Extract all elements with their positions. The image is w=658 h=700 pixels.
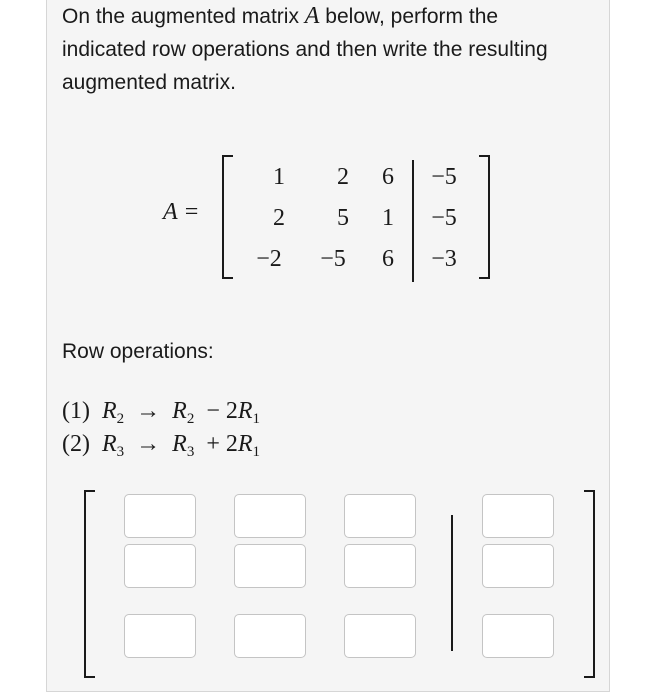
arrow-icon: → xyxy=(136,431,161,457)
matrix-cell: 1 xyxy=(382,205,394,231)
answer-input-r3c4[interactable] xyxy=(482,614,554,658)
op-number: (2) xyxy=(62,431,90,457)
op-source: R xyxy=(237,431,253,457)
matrix-cell: 2 xyxy=(273,205,285,231)
matrix-label-text: A = xyxy=(163,199,200,225)
op-lhs-sub: 2 xyxy=(186,411,195,427)
op-target-sub: 2 xyxy=(116,411,125,427)
op-lhs-sub: 3 xyxy=(186,444,195,460)
answer-input-r1c1[interactable] xyxy=(124,494,196,538)
matrix-cell: 2 xyxy=(337,164,349,190)
row-operation-1 xyxy=(62,398,260,425)
matrix-cell: −3 xyxy=(431,246,457,272)
matrix-cell: −5 xyxy=(431,205,457,231)
answer-input-r2c2[interactable] xyxy=(234,544,306,588)
arrow-icon: → xyxy=(136,398,161,424)
answer-input-r1c3[interactable] xyxy=(344,494,416,538)
op-sign: + xyxy=(206,431,220,457)
answer-input-r3c2[interactable] xyxy=(234,614,306,658)
answer-input-r3c1[interactable] xyxy=(124,614,196,658)
row-operation-2 xyxy=(62,431,260,458)
instructions-part1: On the augmented matrix xyxy=(62,5,305,28)
op-coefficient: 2 xyxy=(225,398,238,424)
op-sign: − xyxy=(206,398,220,424)
op-source: R xyxy=(237,398,253,424)
matrix-cell: 6 xyxy=(382,164,394,190)
op-source-sub: 1 xyxy=(252,411,261,427)
answer-right-bracket xyxy=(584,490,595,678)
instructions-part2: below, perform the indicated row operations and then write the resulting augmented matrix. xyxy=(62,5,548,94)
answer-input-r1c4[interactable] xyxy=(482,494,554,538)
right-bracket xyxy=(479,155,490,279)
matrix-cell: 5 xyxy=(337,205,349,231)
answer-augmented-divider xyxy=(451,515,453,651)
answer-left-bracket xyxy=(84,490,95,678)
matrix-cell: −5 xyxy=(320,246,346,272)
matrix-symbol: A xyxy=(304,3,320,29)
op-coefficient: 2 xyxy=(225,431,238,457)
left-bracket xyxy=(222,155,233,279)
op-target-sub: 3 xyxy=(116,444,125,460)
matrix-cell: −2 xyxy=(256,246,282,272)
op-lhs: R xyxy=(172,431,187,457)
matrix-cell: 6 xyxy=(382,246,394,272)
matrix-cell: 1 xyxy=(273,164,285,190)
op-source-sub: 1 xyxy=(252,444,261,460)
matrix-cell: −5 xyxy=(431,164,457,190)
answer-input-r2c3[interactable] xyxy=(344,544,416,588)
op-target: R xyxy=(101,431,117,457)
op-lhs: R xyxy=(172,398,187,424)
op-number: (1) xyxy=(62,398,90,424)
answer-input-r3c3[interactable] xyxy=(344,614,416,658)
op-target: R xyxy=(101,398,117,424)
instructions-text xyxy=(62,0,582,99)
row-operations-label: Row operations: xyxy=(62,340,214,363)
answer-input-r2c4[interactable] xyxy=(482,544,554,588)
matrix-label xyxy=(163,199,199,226)
answer-input-r2c1[interactable] xyxy=(124,544,196,588)
answer-input-r1c2[interactable] xyxy=(234,494,306,538)
